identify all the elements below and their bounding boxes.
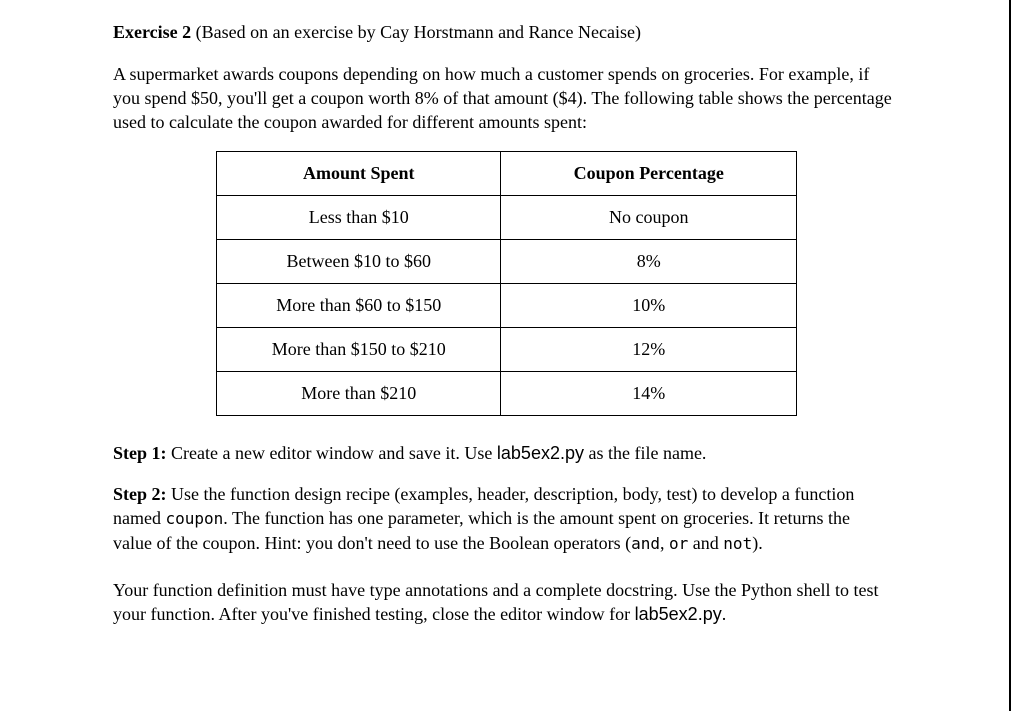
table-header-row bbox=[217, 152, 797, 196]
step-1-paragraph bbox=[113, 441, 893, 465]
page-edge bbox=[1009, 0, 1024, 711]
coupon-table bbox=[216, 151, 797, 416]
operator-not-code: not bbox=[723, 534, 753, 553]
exercise-attribution: (Based on an exercise by Cay Horstmann and Rance Necaise) bbox=[191, 22, 641, 42]
amount-cell: More than $210 bbox=[217, 372, 501, 416]
final-text: Your function definition must have type annotations and a complete docstring. Use the Python shell to test your function. After you've finished testing, close the editor window for bbox=[113, 580, 879, 624]
intro-paragraph: A supermarket awards coupons depending on how much a customer spends on groceries. For example, if you spend $50, you'll get a coupon worth 8% of that amount ($4). The following table shows the percentage used to calculate the coupon awarded for different amounts spent: bbox=[113, 64, 892, 132]
operator-or-code: or bbox=[669, 534, 689, 553]
step-1-text: Create a new editor window and save it. Use bbox=[166, 443, 497, 463]
exercise-content bbox=[113, 20, 893, 134]
final-text-end: . bbox=[721, 604, 727, 624]
coupon-cell: 8% bbox=[501, 240, 797, 284]
header-amount-spent: Amount Spent bbox=[217, 152, 501, 196]
step-2-text-end: ). bbox=[752, 533, 763, 553]
exercise-heading bbox=[113, 20, 893, 44]
coupon-cell: 10% bbox=[501, 284, 797, 328]
coupon-cell: 14% bbox=[501, 372, 797, 416]
amount-cell: Between $10 to $60 bbox=[217, 240, 501, 284]
table-row bbox=[217, 196, 797, 240]
step-2-text-mid: . The function has one parameter, which is the amount spent on groceries. It returns the value of the coupon. Hint: you don't need to use the Boolean operators ( bbox=[113, 508, 851, 553]
separator-and: and bbox=[688, 533, 724, 553]
step-1-text-end: as the file name. bbox=[583, 443, 707, 463]
amount-cell: More than $150 to $210 bbox=[217, 328, 501, 372]
final-paragraph bbox=[113, 578, 893, 626]
amount-cell: Less than $10 bbox=[217, 196, 501, 240]
table-row bbox=[217, 284, 797, 328]
step-1-filename: lab5ex2.py bbox=[496, 443, 584, 463]
coupon-cell: 12% bbox=[501, 328, 797, 372]
final-filename: lab5ex2.py bbox=[634, 604, 722, 624]
steps-section bbox=[113, 441, 893, 626]
step-1-label: Step 1: bbox=[113, 443, 167, 463]
function-name-code: coupon bbox=[165, 509, 224, 528]
exercise-title: Exercise 2 bbox=[113, 22, 192, 42]
step-2-paragraph bbox=[113, 482, 893, 556]
header-coupon-percentage: Coupon Percentage bbox=[501, 152, 797, 196]
operator-and-code: and bbox=[631, 534, 661, 553]
table-row bbox=[217, 240, 797, 284]
table-row bbox=[217, 372, 797, 416]
table-row bbox=[217, 328, 797, 372]
coupon-cell: No coupon bbox=[501, 196, 797, 240]
step-2-label: Step 2: bbox=[113, 484, 167, 504]
step-2-text: Use the function design recipe (examples, header, description, body, test) to develop a function named bbox=[113, 484, 855, 528]
separator-comma: , bbox=[660, 533, 670, 553]
amount-cell: More than $60 to $150 bbox=[217, 284, 501, 328]
